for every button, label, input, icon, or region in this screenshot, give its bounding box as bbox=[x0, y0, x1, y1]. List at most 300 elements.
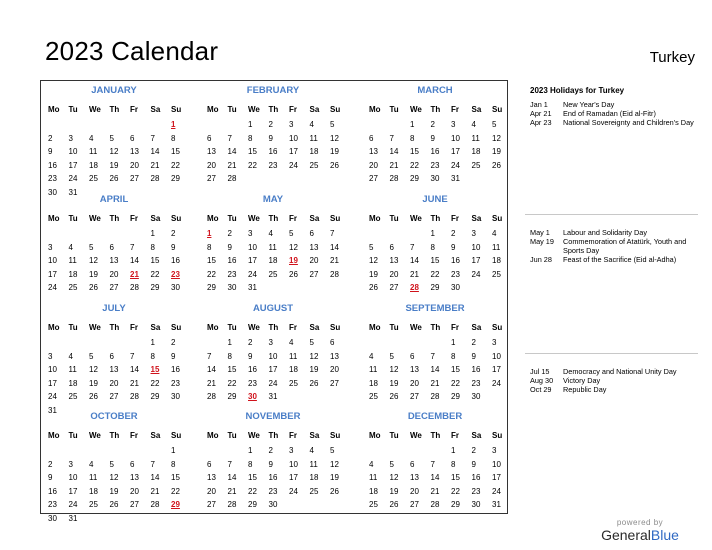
day-cell: 19 bbox=[89, 378, 98, 388]
day-cell: 28 bbox=[227, 174, 237, 183]
empty-day-cell bbox=[167, 512, 188, 526]
day-cell: 1 bbox=[248, 446, 253, 455]
day-cell: 19 bbox=[109, 486, 119, 496]
day-cell: 17 bbox=[451, 147, 460, 156]
day-cell: 15 bbox=[248, 147, 257, 156]
holiday-day-cell: 23 bbox=[171, 269, 180, 279]
empty-day-cell bbox=[406, 227, 427, 241]
brand-name-part1: General bbox=[601, 527, 651, 543]
holiday-name: Victory Day bbox=[563, 376, 601, 385]
week-row bbox=[365, 281, 505, 295]
day-cell: 17 bbox=[248, 256, 257, 265]
weekday-header bbox=[203, 102, 343, 118]
holiday-day-cell: 28 bbox=[410, 283, 419, 292]
weekday-label: Sa bbox=[150, 214, 161, 223]
day-cell: 26 bbox=[109, 174, 119, 183]
page-title: 2023 Calendar bbox=[45, 36, 219, 66]
country-name: Turkey bbox=[649, 49, 695, 66]
day-cell: 27 bbox=[130, 174, 139, 183]
day-cell: 29 bbox=[227, 392, 237, 401]
month-name: FEBRUARY bbox=[246, 85, 300, 96]
month-name: JUNE bbox=[422, 194, 448, 205]
day-cell: 13 bbox=[207, 147, 216, 156]
week-row bbox=[203, 336, 343, 350]
day-cell: 18 bbox=[89, 486, 98, 496]
day-cell: 18 bbox=[268, 256, 278, 265]
day-cell: 5 bbox=[109, 133, 114, 143]
day-cell: 10 bbox=[289, 459, 298, 469]
day-cell: 14 bbox=[207, 365, 216, 374]
day-cell: 26 bbox=[89, 392, 98, 401]
day-cell: 20 bbox=[410, 486, 419, 496]
day-cell: 26 bbox=[330, 160, 339, 170]
day-cell: 22 bbox=[410, 160, 419, 170]
empty-day-cell bbox=[488, 390, 509, 404]
holiday-day-cell: 19 bbox=[289, 256, 298, 265]
day-cell: 6 bbox=[330, 338, 335, 347]
section-divider bbox=[525, 353, 698, 354]
day-cell: 28 bbox=[330, 269, 339, 279]
day-cell: 5 bbox=[389, 351, 394, 361]
holiday-item bbox=[530, 228, 698, 237]
week-row bbox=[203, 241, 343, 255]
day-cell: 31 bbox=[48, 405, 57, 415]
weekday-label: Tu bbox=[68, 214, 78, 223]
day-cell: 11 bbox=[289, 351, 298, 361]
day-cell: 19 bbox=[309, 365, 319, 374]
day-cell: 25 bbox=[369, 500, 378, 509]
day-cell: 5 bbox=[330, 446, 335, 455]
day-cell: 20 bbox=[109, 378, 119, 388]
week-row bbox=[365, 377, 505, 391]
day-cell: 15 bbox=[451, 473, 460, 482]
day-cell: 19 bbox=[330, 147, 339, 156]
holiday-date: May 19 bbox=[530, 237, 554, 246]
day-cell: 20 bbox=[410, 378, 419, 388]
month-name: MAY bbox=[262, 194, 284, 205]
holiday-day-cell: 29 bbox=[171, 500, 180, 509]
week-row bbox=[44, 377, 184, 391]
day-cell: 8 bbox=[207, 242, 212, 252]
empty-day-cell bbox=[65, 336, 86, 350]
day-cell: 8 bbox=[150, 351, 155, 361]
empty-day-cell bbox=[106, 336, 127, 350]
empty-day-cell bbox=[386, 444, 407, 458]
weekday-label: Su bbox=[330, 323, 341, 332]
weekday-header bbox=[365, 320, 505, 336]
empty-day-cell bbox=[488, 172, 509, 186]
week-row bbox=[44, 363, 184, 377]
day-cell: 26 bbox=[389, 500, 399, 509]
day-cell: 29 bbox=[171, 174, 180, 183]
day-cell: 5 bbox=[369, 242, 374, 252]
day-cell: 12 bbox=[492, 133, 501, 143]
weekday-label: Tu bbox=[227, 105, 237, 114]
day-cell: 22 bbox=[171, 486, 180, 496]
weekday-label: We bbox=[89, 323, 101, 332]
day-cell: 8 bbox=[248, 459, 253, 469]
weekday-label: Th bbox=[109, 105, 120, 114]
day-cell: 10 bbox=[268, 351, 278, 361]
weekday-label: Th bbox=[268, 323, 279, 332]
week-row bbox=[365, 227, 505, 241]
day-cell: 7 bbox=[389, 133, 394, 143]
day-cell: 26 bbox=[89, 283, 98, 292]
day-cell: 6 bbox=[207, 133, 212, 143]
day-cell: 29 bbox=[430, 283, 440, 292]
day-cell: 16 bbox=[451, 256, 460, 265]
day-cell: 25 bbox=[68, 283, 78, 292]
weekday-header bbox=[44, 428, 184, 444]
day-cell: 16 bbox=[430, 147, 440, 156]
weekday-label: Th bbox=[268, 431, 279, 440]
day-cell: 27 bbox=[410, 392, 419, 401]
week-row bbox=[203, 390, 343, 404]
empty-day-cell bbox=[44, 227, 65, 241]
day-cell: 5 bbox=[309, 338, 314, 347]
empty-day-cell bbox=[386, 118, 407, 132]
day-cell: 9 bbox=[268, 459, 273, 469]
day-cell: 25 bbox=[289, 378, 298, 388]
weekday-header bbox=[44, 102, 184, 118]
day-cell: 21 bbox=[430, 486, 440, 496]
empty-day-cell bbox=[365, 118, 386, 132]
day-cell: 24 bbox=[289, 486, 298, 496]
weekday-label: Sa bbox=[471, 323, 482, 332]
day-cell: 3 bbox=[451, 120, 456, 129]
day-cell: 3 bbox=[289, 120, 294, 129]
day-cell: 23 bbox=[268, 486, 278, 496]
day-cell: 30 bbox=[268, 500, 278, 509]
day-cell: 8 bbox=[150, 242, 155, 252]
empty-day-cell bbox=[85, 336, 106, 350]
weekday-label: Fr bbox=[130, 431, 138, 440]
day-cell: 21 bbox=[389, 160, 399, 170]
week-row bbox=[203, 159, 343, 173]
day-cell: 2 bbox=[268, 446, 273, 455]
day-cell: 18 bbox=[68, 378, 78, 388]
day-cell: 24 bbox=[48, 283, 57, 292]
empty-day-cell bbox=[365, 227, 386, 241]
day-cell: 14 bbox=[130, 256, 139, 265]
empty-day-cell bbox=[386, 227, 407, 241]
day-cell: 9 bbox=[171, 242, 176, 252]
day-cell: 5 bbox=[109, 459, 114, 469]
weekday-label: Sa bbox=[471, 214, 482, 223]
week-row bbox=[203, 132, 343, 146]
week-row bbox=[44, 281, 184, 295]
day-cell: 5 bbox=[389, 459, 394, 469]
day-cell: 23 bbox=[268, 160, 278, 170]
day-cell: 23 bbox=[227, 269, 237, 279]
day-cell: 21 bbox=[227, 160, 237, 170]
day-cell: 3 bbox=[492, 446, 497, 455]
weekday-label: We bbox=[248, 214, 260, 223]
weekday-label: We bbox=[248, 431, 260, 440]
month-name: AUGUST bbox=[252, 303, 294, 314]
weekday-label: Sa bbox=[309, 105, 320, 114]
month-august bbox=[203, 302, 343, 404]
weekday-label: Sa bbox=[309, 323, 320, 332]
day-cell: 5 bbox=[89, 242, 94, 252]
day-cell: 21 bbox=[207, 378, 216, 388]
holiday-item bbox=[530, 255, 698, 264]
empty-day-cell bbox=[106, 512, 127, 526]
weekday-label: Su bbox=[171, 431, 182, 440]
brand-logo bbox=[584, 518, 696, 543]
day-cell: 25 bbox=[309, 486, 319, 496]
weekday-header bbox=[365, 211, 505, 227]
day-cell: 23 bbox=[471, 378, 481, 388]
week-row bbox=[44, 118, 184, 132]
day-cell: 9 bbox=[227, 242, 232, 252]
day-cell: 31 bbox=[268, 392, 278, 401]
day-cell: 11 bbox=[471, 133, 480, 143]
weekday-label: Mo bbox=[369, 214, 381, 223]
empty-day-cell bbox=[147, 118, 168, 132]
month-october bbox=[44, 410, 184, 525]
holiday-item bbox=[530, 385, 698, 394]
weekday-label: Mo bbox=[207, 105, 219, 114]
day-cell: 12 bbox=[109, 147, 119, 156]
holiday-date: May 1 bbox=[530, 228, 550, 237]
day-cell: 12 bbox=[89, 365, 98, 374]
day-cell: 24 bbox=[471, 269, 481, 279]
weekday-label: We bbox=[410, 323, 422, 332]
day-cell: 22 bbox=[171, 160, 180, 170]
weekday-label: Tu bbox=[68, 105, 78, 114]
day-cell: 2 bbox=[268, 120, 273, 129]
week-row bbox=[44, 172, 184, 186]
day-cell: 28 bbox=[430, 392, 440, 401]
day-cell: 25 bbox=[492, 269, 501, 279]
day-cell: 10 bbox=[492, 351, 501, 361]
day-cell: 27 bbox=[109, 283, 119, 292]
day-cell: 4 bbox=[369, 459, 374, 469]
day-cell: 9 bbox=[268, 133, 273, 143]
weekday-label: Sa bbox=[309, 431, 320, 440]
day-cell: 12 bbox=[89, 256, 98, 265]
day-cell: 7 bbox=[227, 133, 232, 143]
day-cell: 6 bbox=[109, 351, 114, 361]
day-cell: 18 bbox=[68, 269, 78, 279]
day-cell: 7 bbox=[150, 459, 155, 469]
day-cell: 7 bbox=[150, 133, 155, 143]
day-cell: 14 bbox=[227, 147, 237, 156]
day-cell: 25 bbox=[89, 500, 98, 509]
weekday-label: Fr bbox=[289, 323, 297, 332]
day-cell: 21 bbox=[130, 378, 139, 388]
weekday-label: Th bbox=[430, 323, 441, 332]
empty-day-cell bbox=[285, 390, 306, 404]
weekday-label: Fr bbox=[289, 105, 297, 114]
week-row bbox=[44, 268, 184, 282]
day-cell: 10 bbox=[48, 256, 57, 265]
day-cell: 1 bbox=[410, 120, 415, 129]
day-cell: 20 bbox=[109, 269, 119, 279]
day-cell: 28 bbox=[227, 500, 237, 509]
week-row bbox=[203, 363, 343, 377]
day-cell: 30 bbox=[430, 174, 440, 183]
day-cell: 29 bbox=[248, 500, 257, 509]
week-row bbox=[203, 227, 343, 241]
week-row bbox=[44, 485, 184, 499]
day-cell: 3 bbox=[48, 242, 53, 252]
month-name: SEPTEMBER bbox=[405, 303, 465, 314]
weekday-label: Th bbox=[109, 431, 120, 440]
weekday-label: We bbox=[410, 214, 422, 223]
day-cell: 23 bbox=[171, 378, 180, 388]
day-cell: 27 bbox=[309, 269, 319, 279]
day-cell: 2 bbox=[248, 338, 253, 347]
weekday-label: Sa bbox=[471, 431, 482, 440]
empty-day-cell bbox=[44, 444, 65, 458]
day-cell: 9 bbox=[451, 242, 456, 252]
weekday-label: Fr bbox=[130, 323, 138, 332]
day-cell: 22 bbox=[248, 486, 257, 496]
holiday-date: Jul 15 bbox=[530, 367, 550, 376]
weekday-label: We bbox=[89, 105, 101, 114]
holiday-item bbox=[530, 237, 698, 255]
empty-day-cell bbox=[44, 118, 65, 132]
weekday-label: We bbox=[248, 323, 260, 332]
weekday-header bbox=[203, 428, 343, 444]
day-cell: 13 bbox=[109, 256, 119, 265]
day-cell: 19 bbox=[89, 269, 98, 279]
holiday-item bbox=[530, 109, 698, 118]
weekday-label: Mo bbox=[369, 431, 381, 440]
holiday-day-cell: 15 bbox=[150, 365, 160, 374]
weekday-label: Sa bbox=[309, 214, 320, 223]
weekday-label: Tu bbox=[389, 431, 399, 440]
day-cell: 14 bbox=[389, 147, 399, 156]
weekday-label: We bbox=[89, 431, 101, 440]
day-cell: 19 bbox=[109, 160, 119, 170]
day-cell: 27 bbox=[130, 500, 139, 509]
day-cell: 10 bbox=[451, 133, 460, 143]
day-cell: 14 bbox=[130, 365, 139, 374]
day-cell: 30 bbox=[48, 513, 57, 523]
day-cell: 18 bbox=[309, 473, 319, 482]
empty-day-cell bbox=[468, 172, 489, 186]
week-row bbox=[203, 350, 343, 364]
day-cell: 29 bbox=[207, 283, 216, 292]
weekday-label: Th bbox=[268, 214, 279, 223]
day-cell: 4 bbox=[289, 338, 294, 347]
week-row bbox=[44, 227, 184, 241]
day-cell: 17 bbox=[492, 473, 501, 482]
week-row bbox=[203, 254, 343, 268]
empty-day-cell bbox=[285, 281, 306, 295]
empty-day-cell bbox=[244, 172, 265, 186]
day-cell: 9 bbox=[248, 351, 253, 361]
day-cell: 22 bbox=[248, 160, 257, 170]
day-cell: 13 bbox=[410, 365, 419, 374]
week-row bbox=[365, 363, 505, 377]
day-cell: 16 bbox=[471, 473, 481, 482]
day-cell: 15 bbox=[227, 365, 237, 374]
weekday-label: Su bbox=[492, 105, 503, 114]
day-cell: 3 bbox=[492, 338, 497, 347]
week-row bbox=[365, 132, 505, 146]
empty-day-cell bbox=[85, 227, 106, 241]
brand-name-part2: Blue bbox=[650, 527, 679, 543]
holiday-item bbox=[530, 367, 698, 376]
day-cell: 16 bbox=[268, 147, 278, 156]
day-cell: 7 bbox=[227, 459, 232, 469]
empty-day-cell bbox=[285, 172, 306, 186]
day-cell: 10 bbox=[492, 459, 501, 469]
weekday-label: Su bbox=[492, 431, 503, 440]
day-cell: 9 bbox=[171, 351, 176, 361]
empty-day-cell bbox=[65, 227, 86, 241]
day-cell: 2 bbox=[430, 120, 435, 129]
week-row bbox=[365, 471, 505, 485]
weekday-label: We bbox=[410, 431, 422, 440]
weekday-label: Mo bbox=[48, 431, 60, 440]
day-cell: 12 bbox=[369, 256, 378, 265]
day-cell: 27 bbox=[109, 392, 119, 401]
weekday-label: Tu bbox=[389, 214, 399, 223]
day-cell: 13 bbox=[130, 473, 139, 482]
day-cell: 4 bbox=[309, 446, 314, 455]
day-cell: 13 bbox=[389, 256, 399, 265]
weekday-label: Su bbox=[171, 214, 182, 223]
weekday-label: Fr bbox=[289, 214, 297, 223]
day-cell: 14 bbox=[150, 147, 160, 156]
day-cell: 16 bbox=[471, 365, 481, 374]
day-cell: 24 bbox=[68, 500, 78, 509]
empty-day-cell bbox=[224, 118, 245, 132]
holiday-item bbox=[530, 376, 698, 385]
day-cell: 16 bbox=[268, 473, 278, 482]
day-cell: 21 bbox=[410, 269, 419, 279]
day-cell: 31 bbox=[68, 187, 78, 197]
day-cell: 29 bbox=[410, 174, 419, 183]
weekday-label: Fr bbox=[289, 431, 297, 440]
day-cell: 4 bbox=[89, 133, 94, 143]
day-cell: 17 bbox=[289, 147, 298, 156]
week-row bbox=[365, 145, 505, 159]
day-cell: 11 bbox=[268, 242, 277, 252]
day-cell: 24 bbox=[289, 160, 298, 170]
day-cell: 17 bbox=[68, 486, 78, 496]
day-cell: 1 bbox=[227, 338, 232, 347]
day-cell: 2 bbox=[471, 338, 476, 347]
week-row bbox=[44, 254, 184, 268]
day-cell: 1 bbox=[171, 446, 176, 455]
week-row bbox=[44, 132, 184, 146]
day-cell: 30 bbox=[171, 283, 180, 292]
empty-day-cell bbox=[106, 118, 127, 132]
day-cell: 11 bbox=[68, 365, 77, 374]
day-cell: 20 bbox=[130, 160, 139, 170]
holiday-group bbox=[530, 100, 698, 127]
day-cell: 16 bbox=[171, 256, 180, 265]
day-cell: 24 bbox=[492, 378, 501, 388]
week-row bbox=[44, 458, 184, 472]
day-cell: 30 bbox=[227, 283, 237, 292]
holiday-date: Apr 23 bbox=[530, 118, 552, 127]
empty-day-cell bbox=[306, 172, 327, 186]
week-row bbox=[365, 172, 505, 186]
empty-day-cell bbox=[306, 498, 327, 512]
holiday-item bbox=[530, 100, 698, 109]
empty-day-cell bbox=[126, 336, 147, 350]
day-cell: 22 bbox=[451, 378, 460, 388]
day-cell: 14 bbox=[430, 473, 440, 482]
day-cell: 1 bbox=[430, 229, 435, 238]
